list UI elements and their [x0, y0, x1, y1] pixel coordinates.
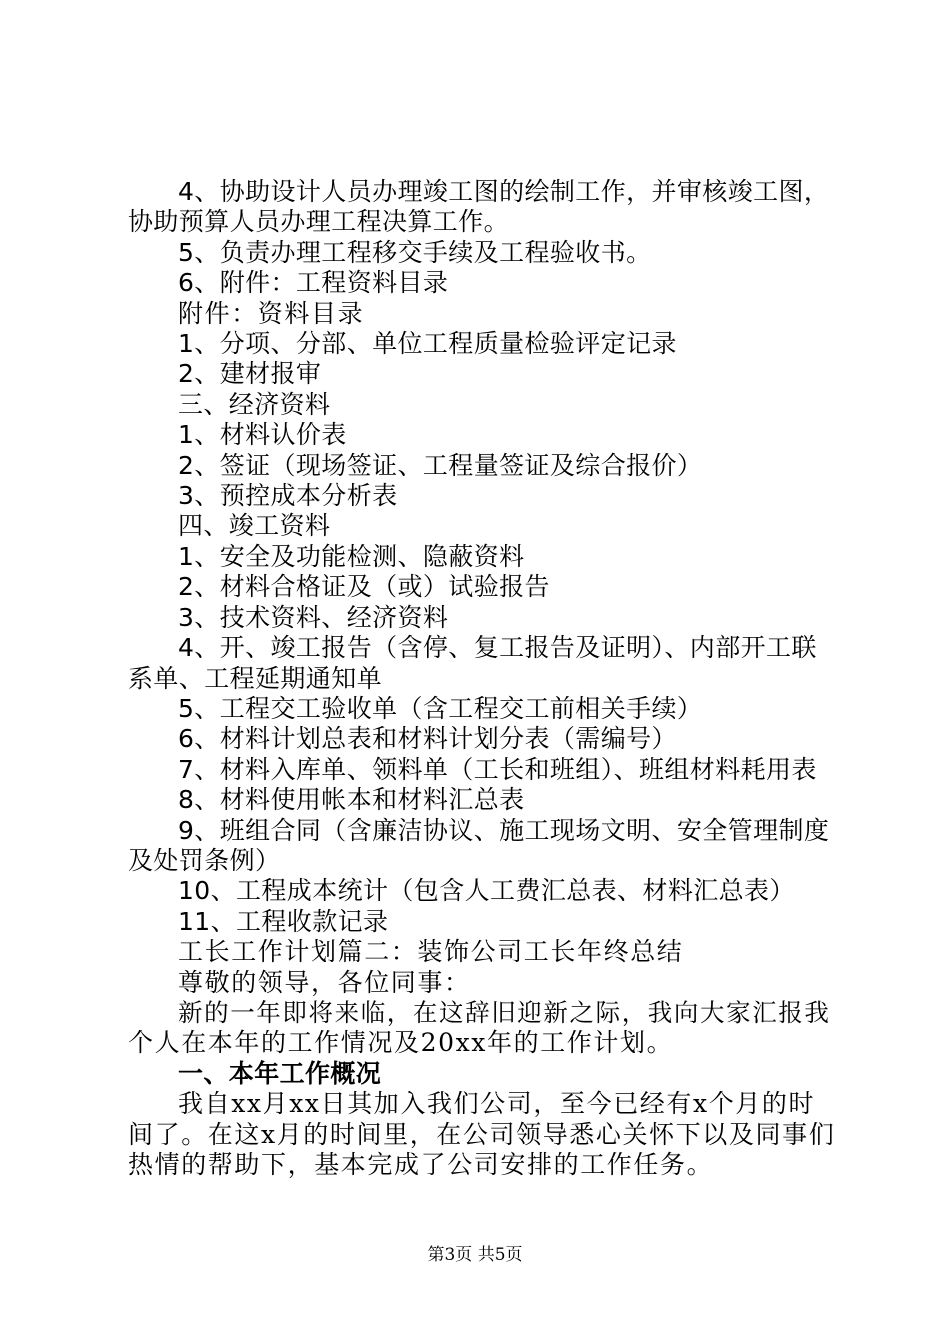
- document-line: 4、开、竣工报告（含停、复工报告及证明）、内部开工联: [178, 633, 817, 663]
- document-line: 6、附件：工程资料目录: [178, 268, 449, 298]
- document-line: 2、建材报审: [178, 359, 322, 389]
- document-line: 5、负责办理工程移交手续及工程验收书。: [178, 237, 652, 267]
- document-line: 10、工程成本统计（包含人工费汇总表、材料汇总表）: [178, 876, 795, 906]
- document-line: 及处罚条例）: [128, 845, 281, 875]
- document-line: 协助预算人员办理工程决算工作。: [128, 207, 510, 237]
- document-line: 新的一年即将来临，在这辞旧迎新之际，我向大家汇报我: [178, 997, 831, 1027]
- document-line: 间了。在这x月的时间里，在公司领导悉心关怀下以及同事们: [128, 1119, 836, 1149]
- document-line: 2、材料合格证及（或）试验报告: [178, 572, 550, 602]
- document-line: 8、材料使用帐本和材料汇总表: [178, 785, 525, 815]
- document-line: 1、安全及功能检测、隐蔽资料: [178, 541, 525, 571]
- document-line: 7、材料入库单、领料单（工长和班组）、班组材料耗用表: [178, 754, 817, 784]
- page-footer: 第3页 共5页: [427, 1245, 523, 1265]
- document-line: 个人在本年的工作情况及20xx年的工作计划。: [128, 1028, 674, 1058]
- document-line: 热情的帮助下，基本完成了公司安排的工作任务。: [128, 1150, 714, 1179]
- document-line: 6、材料计划总表和材料计划分表（需编号）: [178, 724, 677, 754]
- document-line: 3、技术资料、经济资料: [178, 602, 449, 632]
- document-line: 三、经济资料: [178, 389, 331, 419]
- document-line: 系单、工程延期通知单: [128, 663, 383, 693]
- document-line: 9、班组合同（含廉洁协议、施工现场文明、安全管理制度: [178, 815, 830, 845]
- document-line: 3、预控成本分析表: [178, 481, 398, 511]
- document-line: 尊敬的领导，各位同事：: [178, 967, 471, 997]
- document-line: 5、工程交工验收单（含工程交工前相关手续）: [178, 693, 703, 723]
- document-line: 四、竣工资料: [178, 511, 331, 541]
- document-line: 一、本年工作概况: [178, 1058, 382, 1088]
- document-line: 我自xx月xx日其加入我们公司，至今已经有x个月的时: [178, 1089, 816, 1119]
- document-body: [128, 177, 834, 1180]
- document-line: 附件：资料目录: [178, 298, 365, 328]
- document-line: 1、分项、分部、单位工程质量检验评定记录: [178, 329, 677, 359]
- document-line: 4、协助设计人员办理竣工图的绘制工作，并审核竣工图，: [178, 177, 830, 206]
- document-line: 11、工程收款记录: [178, 906, 389, 936]
- document-line: 工长工作计划篇二：装饰公司工长年终总结: [178, 937, 684, 967]
- document-line: 1、材料认价表: [178, 420, 347, 450]
- document-line: 2、签证（现场签证、工程量签证及综合报价）: [178, 450, 703, 480]
